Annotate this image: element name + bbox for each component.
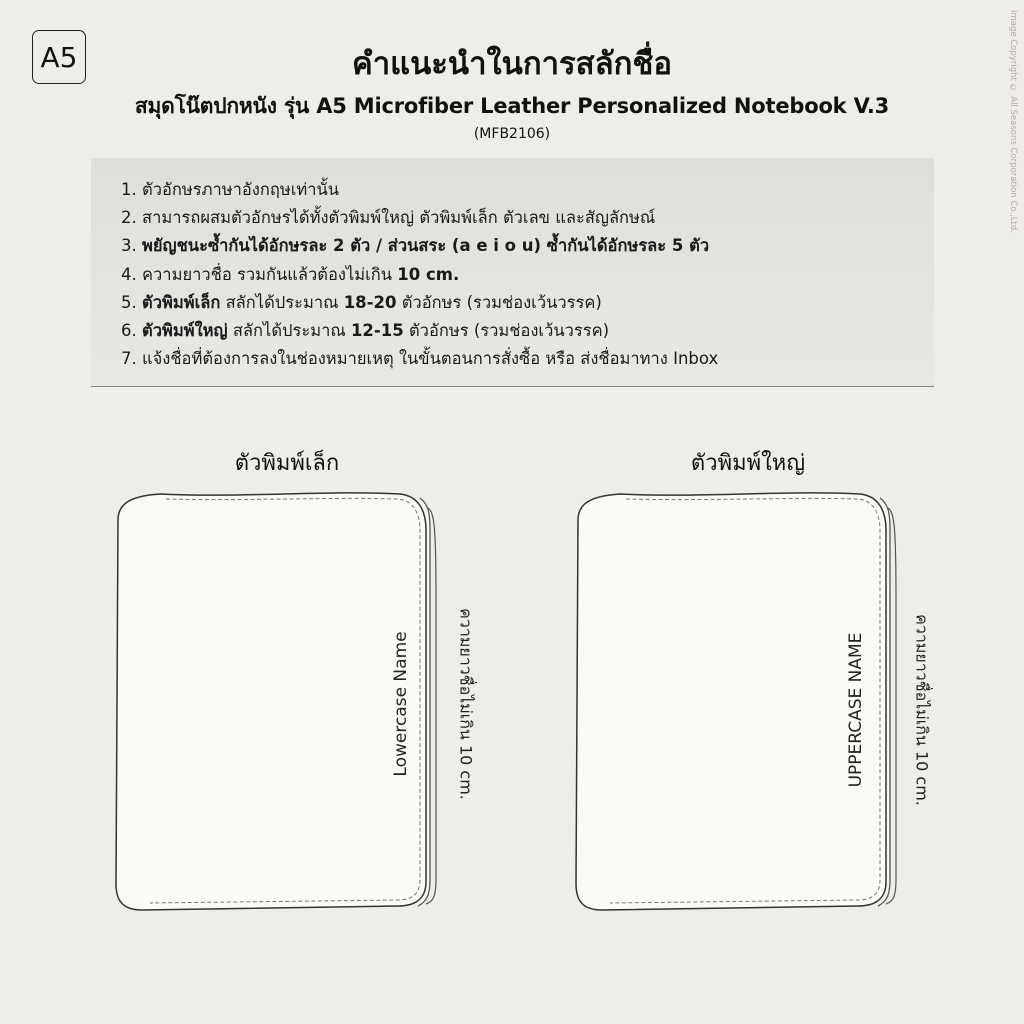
rule-number: 6.	[121, 321, 137, 341]
rule-number: 1.	[121, 180, 137, 199]
rule-number: 5.	[121, 292, 137, 312]
uppercase-sample-name: UPPERCASE NAME	[846, 632, 866, 788]
rule-text: 12-15	[350, 321, 404, 341]
rule-number: 3.	[121, 236, 137, 256]
rule-text: พยัญชนะซ้ำกันได้อักษรละ 2 ตัว / ส่วนสระ (a e i o u) ซ้ำกันได้อักษรละ 5 ตัว	[142, 236, 710, 256]
rule-text: ความยาวชื่อ รวมกันแล้วต้องไม่เกิน	[142, 264, 398, 284]
rule-number: 2.	[121, 208, 137, 228]
size-badge: A5	[32, 30, 86, 84]
rule-text: สลักได้ประมาณ	[227, 321, 351, 341]
uppercase-label: ตัวพิมพ์ใหญ่	[690, 451, 806, 476]
rule-number: 4.	[121, 264, 137, 284]
rule-text: ตัวพิมพ์เล็ก	[142, 292, 221, 312]
rule-text: แจ้งชื่อที่ต้องการลงในช่องหมายเหตุ ในขั้นตอนการสั่งซื้อ หรือ ส่งชื่อมาทาง Inbox	[142, 349, 719, 369]
rule-text: ตัวอักษรภาษาอังกฤษเท่านั้น	[142, 180, 340, 199]
lowercase-sample-name: Lowercase Name	[391, 631, 411, 777]
rule-text: ตัวพิมพ์ใหญ่	[142, 321, 228, 341]
lowercase-length-note: ความยาวชื่อไม่เกิน 10 cm.	[456, 608, 476, 800]
copyright-notice: Image Copyright © All Seasons Corporation Co.,Ltd.	[1008, 10, 1018, 233]
rule-text: ตัวอักษร (รวมช่องเว้นวรรค)	[403, 321, 610, 341]
page-title: คำแนะนำในการสลักชื่อ	[351, 46, 673, 82]
lowercase-label: ตัวพิมพ์เล็ก	[234, 451, 340, 476]
uppercase-length-note: ความยาวชื่อไม่เกิน 10 cm.	[912, 614, 932, 806]
page-subtitle: สมุดโน๊ตปกหนัง รุ่น A5 Microfiber Leather Personalized Notebook V.3	[134, 94, 890, 118]
rule-text: 18-20	[343, 292, 397, 312]
rule-number: 7.	[121, 349, 137, 369]
rule-text: 10 cm.	[397, 264, 460, 284]
rule-text: สามารถผสมตัวอักษรได้ทั้งตัวพิมพ์ใหญ่ ตัวพิมพ์เล็ก ตัวเลข และสัญลักษณ์	[142, 208, 656, 228]
notebook-lowercase	[116, 493, 436, 910]
rule-text: สลักได้ประมาณ	[220, 292, 344, 312]
product-code: (MFB2106)	[473, 126, 551, 142]
rule-text: ตัวอักษร (รวมช่องเว้นวรรค)	[396, 292, 602, 312]
